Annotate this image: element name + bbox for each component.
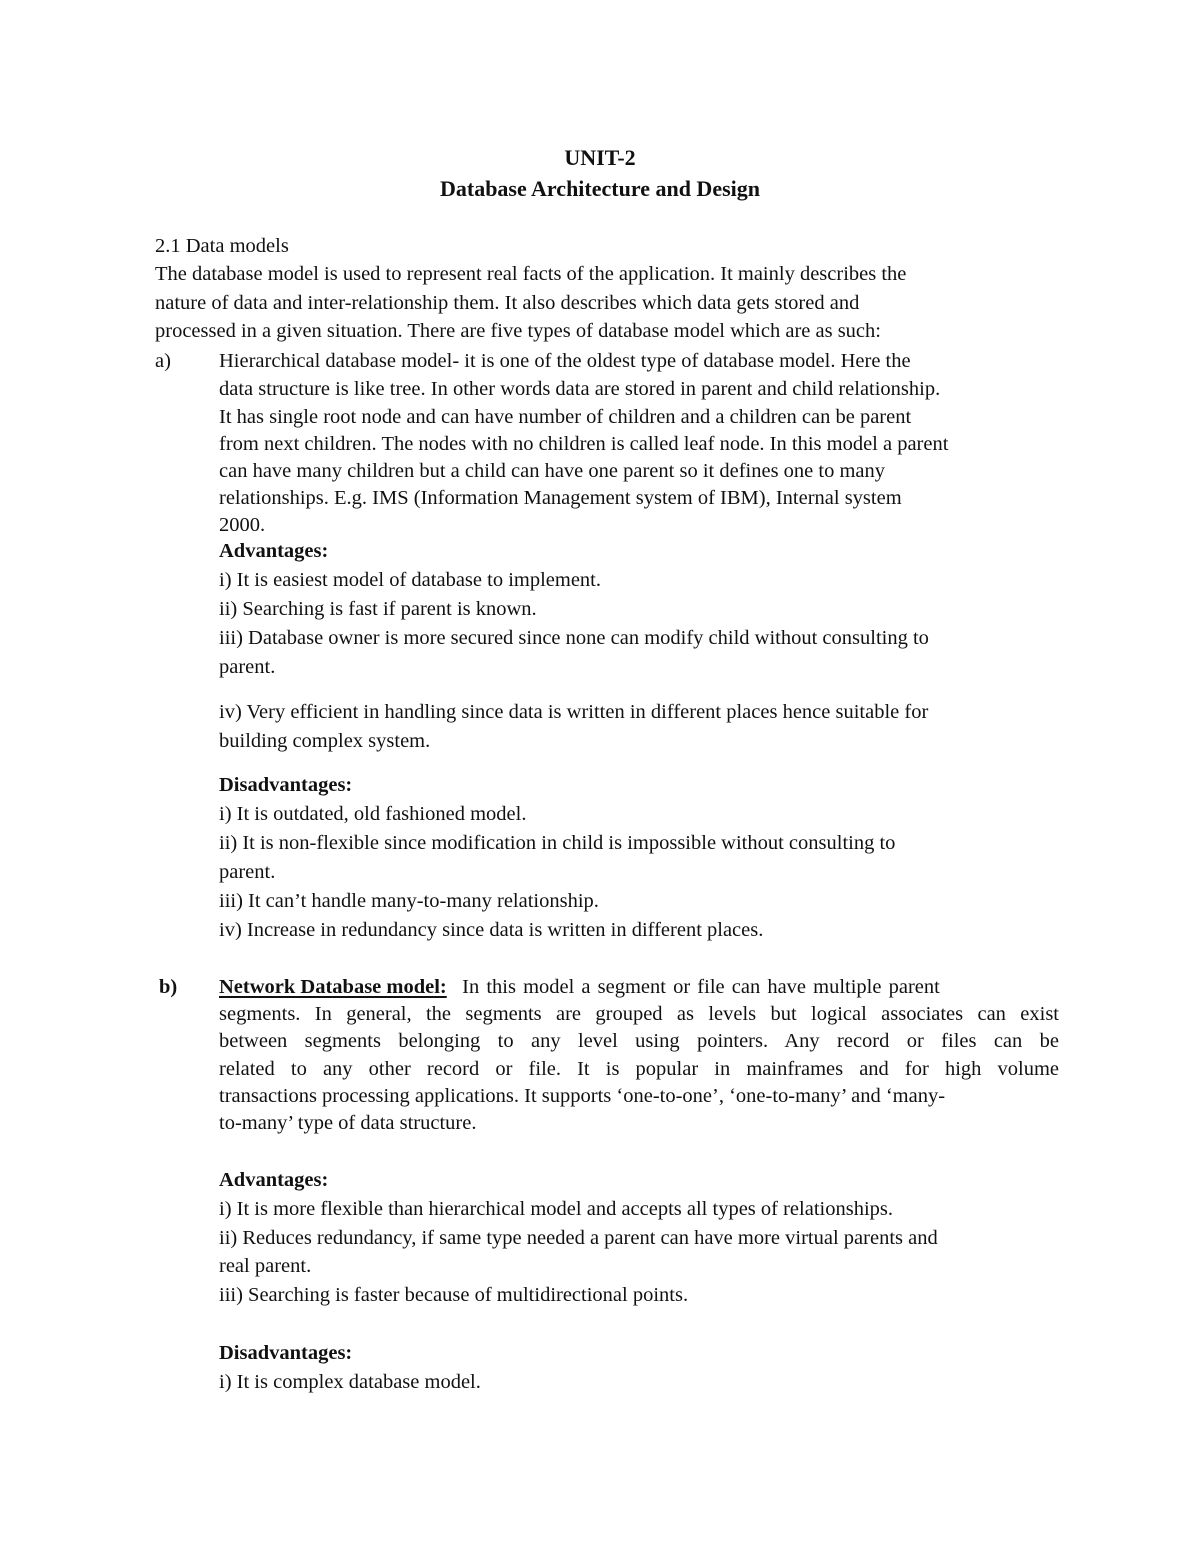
item-b-line: segments. In general, the segments are grouped as levels but logical associates can exist bbox=[219, 1003, 1059, 1025]
item-b-line: transactions processing applications. It supports ‘one-to-one’, ‘one-to-many’ and ‘many- bbox=[219, 1085, 946, 1107]
item-b-line: between segments belonging to any level using pointers. Any record or files can be bbox=[219, 1030, 1059, 1052]
advantage-item: building complex system. bbox=[219, 730, 431, 752]
unit-label: UNIT-2 bbox=[564, 145, 636, 170]
item-a-line: can have many children but a child can have one parent so it defines one to many bbox=[219, 460, 886, 482]
item-b-first-line bbox=[219, 974, 1059, 1001]
disadvantages-heading: Disadvantages: bbox=[219, 774, 353, 796]
advantage-item: iv) Very efficient in handling since data is written in different places hence suitable for bbox=[219, 701, 929, 723]
item-b-line: related to any other record or file. It is popular in mainframes and for high volume bbox=[219, 1058, 1059, 1080]
disadvantage-item: iv) Increase in redundancy since data is written in different places. bbox=[219, 919, 764, 941]
intro-line: processed in a given situation. There are five types of database model which are as such: bbox=[155, 320, 881, 342]
intro-line: The database model is used to represent real facts of the application. It mainly describes the bbox=[155, 263, 907, 285]
network-model-heading: Network Database model: bbox=[219, 976, 447, 998]
disadvantage-item: parent. bbox=[219, 861, 276, 883]
item-a-line: from next children. The nodes with no children is called leaf node. In this model a parent bbox=[219, 433, 949, 455]
disadvantage-item: iii) It can’t handle many-to-many relationship. bbox=[219, 890, 599, 912]
advantage-item: ii) Searching is fast if parent is known. bbox=[219, 598, 537, 620]
item-b-first-line-text: In this model a segment or file can have multiple parent bbox=[462, 976, 940, 998]
disadvantage-item: i) It is outdated, old fashioned model. bbox=[219, 803, 527, 825]
disadvantage-item: ii) It is non-flexible since modification in child is impossible without consulting to bbox=[219, 832, 896, 854]
item-a-line: relationships. E.g. IMS (Information Management system of IBM), Internal system bbox=[219, 487, 902, 509]
item-a-line: 2000. bbox=[219, 514, 266, 536]
advantages-heading: Advantages: bbox=[219, 540, 329, 562]
advantages-heading: Advantages: bbox=[219, 1169, 329, 1191]
item-a-line: Hierarchical database model- it is one of the oldest type of database model. Here the bbox=[219, 350, 911, 372]
advantage-item: iii) Searching is faster because of multidirectional points. bbox=[219, 1284, 689, 1306]
item-a-line: It has single root node and can have number of children and a children can be parent bbox=[219, 406, 912, 428]
list-marker-a: a) bbox=[155, 350, 171, 372]
advantage-item: real parent. bbox=[219, 1255, 312, 1277]
page-title: Database Architecture and Design bbox=[439, 176, 760, 201]
list-marker-b: b) bbox=[159, 976, 178, 998]
advantage-item: ii) Reduces redundancy, if same type needed a parent can have more virtual parents and bbox=[219, 1227, 938, 1249]
intro-line: nature of data and inter-relationship them. It also describes which data gets stored and bbox=[155, 292, 860, 314]
advantage-item: i) It is easiest model of database to implement. bbox=[219, 569, 601, 591]
advantage-item: i) It is more flexible than hierarchical model and accepts all types of relationships. bbox=[219, 1198, 893, 1220]
disadvantages-heading: Disadvantages: bbox=[219, 1342, 353, 1364]
advantage-item: iii) Database owner is more secured since none can modify child without consulting to bbox=[219, 627, 929, 649]
disadvantage-item: i) It is complex database model. bbox=[219, 1371, 481, 1393]
item-a-line: data structure is like tree. In other words data are stored in parent and child relationship. bbox=[219, 378, 941, 400]
advantage-item: parent. bbox=[219, 656, 276, 678]
item-b-line: to-many’ type of data structure. bbox=[219, 1112, 477, 1134]
section-heading: 2.1 Data models bbox=[155, 235, 289, 257]
